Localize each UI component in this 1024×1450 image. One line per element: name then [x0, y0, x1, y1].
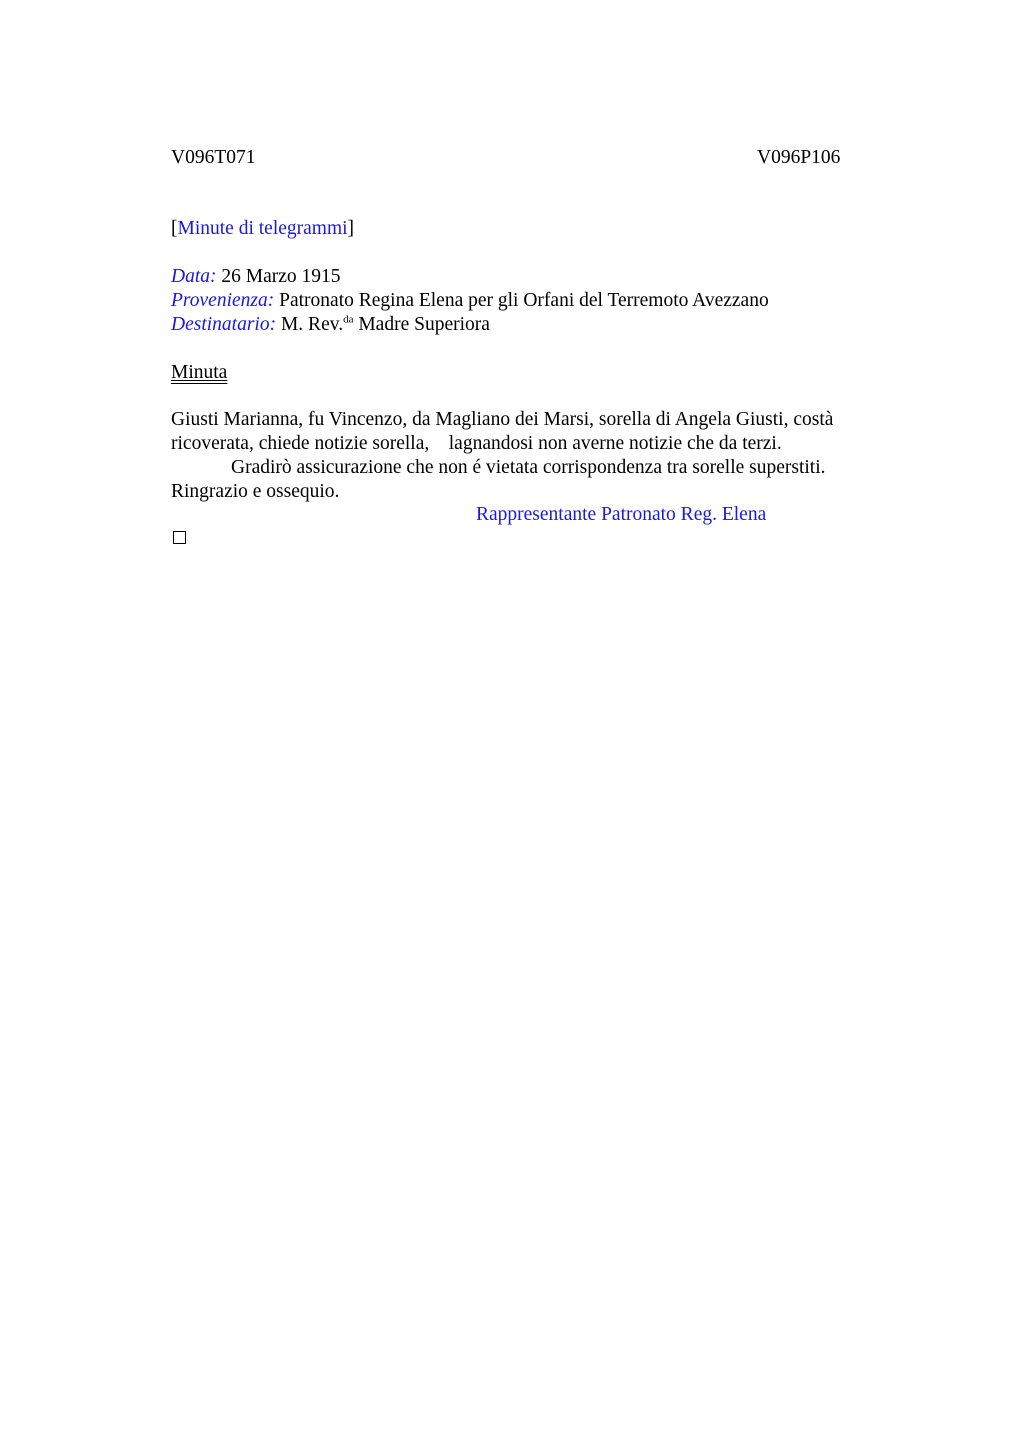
provenance-value: Patronato Regina Elena per gli Orfani del Terremoto Avezzano — [279, 290, 769, 311]
recipient-value-prefix: M. Rev. — [280, 314, 344, 335]
close-bracket: ] — [347, 218, 355, 239]
document-type-heading — [171, 217, 354, 241]
checkbox-square-icon — [173, 531, 186, 544]
document-code-left: V096T071 — [171, 147, 256, 168]
recipient-value-suffix: Madre Superiora — [358, 314, 490, 335]
signature: Rappresentante Patronato Reg. Elena — [476, 504, 767, 525]
date-value: 26 Marzo 1915 — [221, 266, 341, 287]
document-type-title: Minute di telegrammi — [177, 218, 348, 239]
body-line-4: Ringrazio e ossequio. — [171, 481, 340, 502]
body-line-2: ricoverata, chiede notizie sorella, lagnandosi non averne notizie che da terzi. — [171, 433, 782, 454]
document-code-right: V096P106 — [757, 147, 841, 168]
date-label: Data: — [171, 266, 217, 287]
provenance-field — [171, 289, 769, 313]
recipient-label: Destinatario: — [171, 314, 277, 335]
section-title: Minuta — [171, 362, 228, 383]
recipient-value-superscript: da — [343, 313, 354, 326]
body-line-3: Gradirò assicurazione che non é vietata corrispondenza tra sorelle superstiti. — [231, 457, 826, 478]
body-line-1: Giusti Marianna, fu Vincenzo, da Magliano dei Marsi, sorella di Angela Giusti, costà — [171, 409, 834, 430]
recipient-field — [171, 313, 490, 337]
date-field — [171, 265, 341, 289]
open-bracket: [ — [171, 218, 178, 239]
provenance-label: Provenienza: — [171, 290, 275, 311]
